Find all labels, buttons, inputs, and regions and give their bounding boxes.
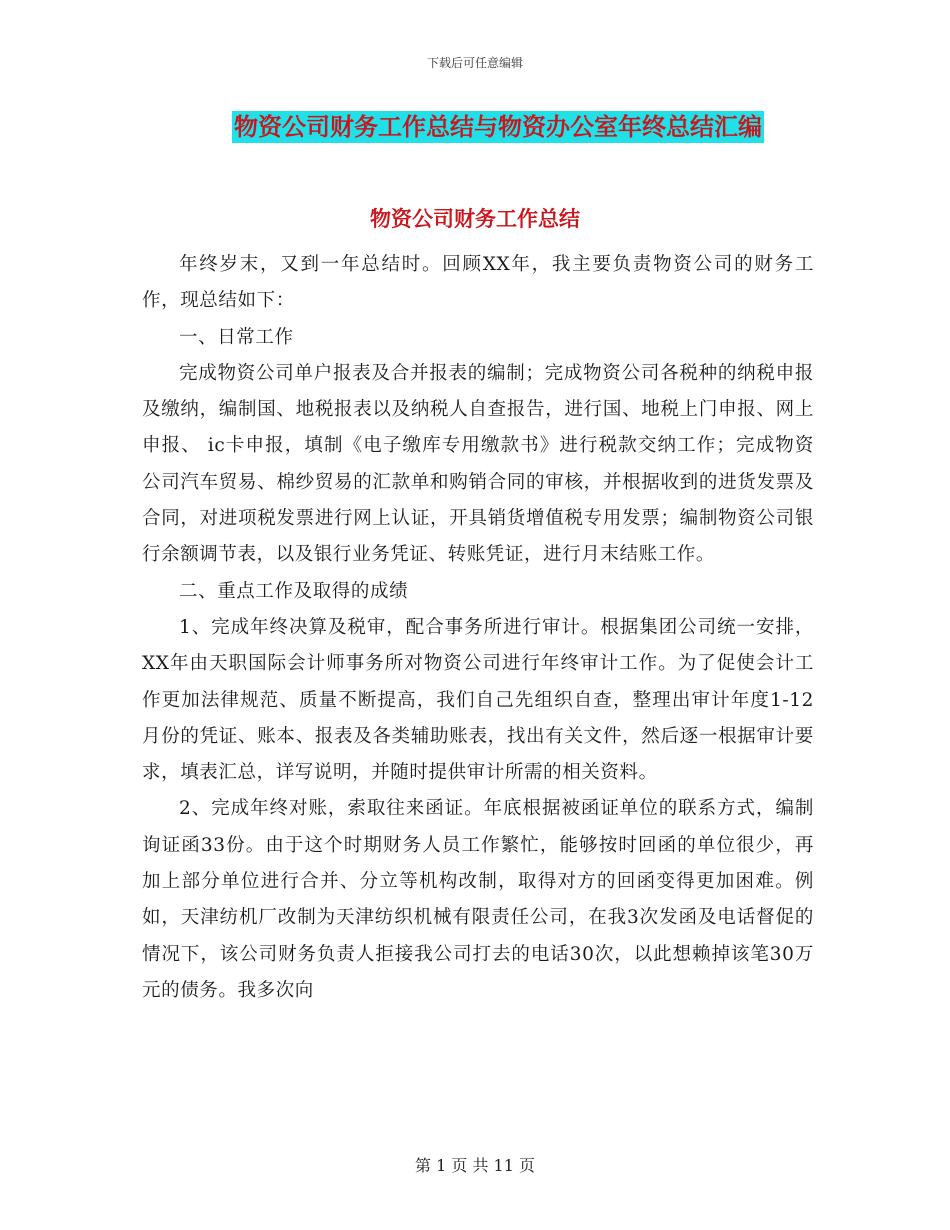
body-paragraph-daily-work: 完成物资公司单户报表及合并报表的编制；完成物资公司各税种的纳税申报及缴纳，编制国、地税报表以及纳税人自查报告，进行国、地税上门申报、网上申报、 ic卡申报，填制《电子缴库专用缴款书》进行税款交纳工作；完成物资公司汽车贸易、棉纱贸易的汇款单和购销合同的审核，并根据收到的进货发票及合同，对进项税发票进行网上认证，开具销货增值税专用发票；编制物资公司银行余额调节表，以及银行业务凭证、转账凭证，进行月末结账工作。	[142, 362, 814, 566]
body-paragraph-audit: 1、完成年终决算及税审，配合事务所进行审计。根据集团公司统一安排，XX年由天职国际会计师事务所对物资公司进行年终审计工作。为了促使会计工作更加法律规范、质量不断提高，我们自己先组织自查，整理出审计年度1-12月份的凭证、账本、报表及各类辅助账表，找出有关文件，然后逐一根据审计要求，填表汇总，详写说明，并随时提供审计所需的相关资料。	[142, 616, 814, 784]
document-body	[142, 247, 814, 1009]
main-title-container	[0, 111, 950, 143]
document-main-title: 物资公司财务工作总结与物资办公室年终总结汇编	[234, 113, 762, 141]
section-heading-daily-work: 一、日常工作	[179, 326, 294, 348]
section-title: 物资公司财务工作总结	[370, 207, 580, 231]
section-heading-key-work: 二、重点工作及取得的成绩	[179, 580, 409, 602]
body-paragraph-reconciliation: 2、完成年终对账，索取往来函证。年底根据被函证单位的联系方式，编制询证函33份。由于这个时期财务人员工作繁忙，能够按时回函的单位很少，再加上部分单位进行合并、分立等机构改制，取得对方的回函变得更加困难。例如，天津纺机厂改制为天津纺织机械有限责任公司，在我3次发函及电话督促的情况下，该公司财务负责人拒接我公司打去的电话30次，以此想赖掉该笔30万元的债务。我多次向	[142, 798, 814, 1001]
page-footer: 第 1 页 共 11 页	[415, 1156, 535, 1175]
page-header-note: 下载后可任意编辑	[426, 56, 523, 70]
body-paragraph-intro: 年终岁末，又到一年总结时。回顾XX年，我主要负责物资公司的财务工作，现总结如下：	[142, 254, 814, 312]
